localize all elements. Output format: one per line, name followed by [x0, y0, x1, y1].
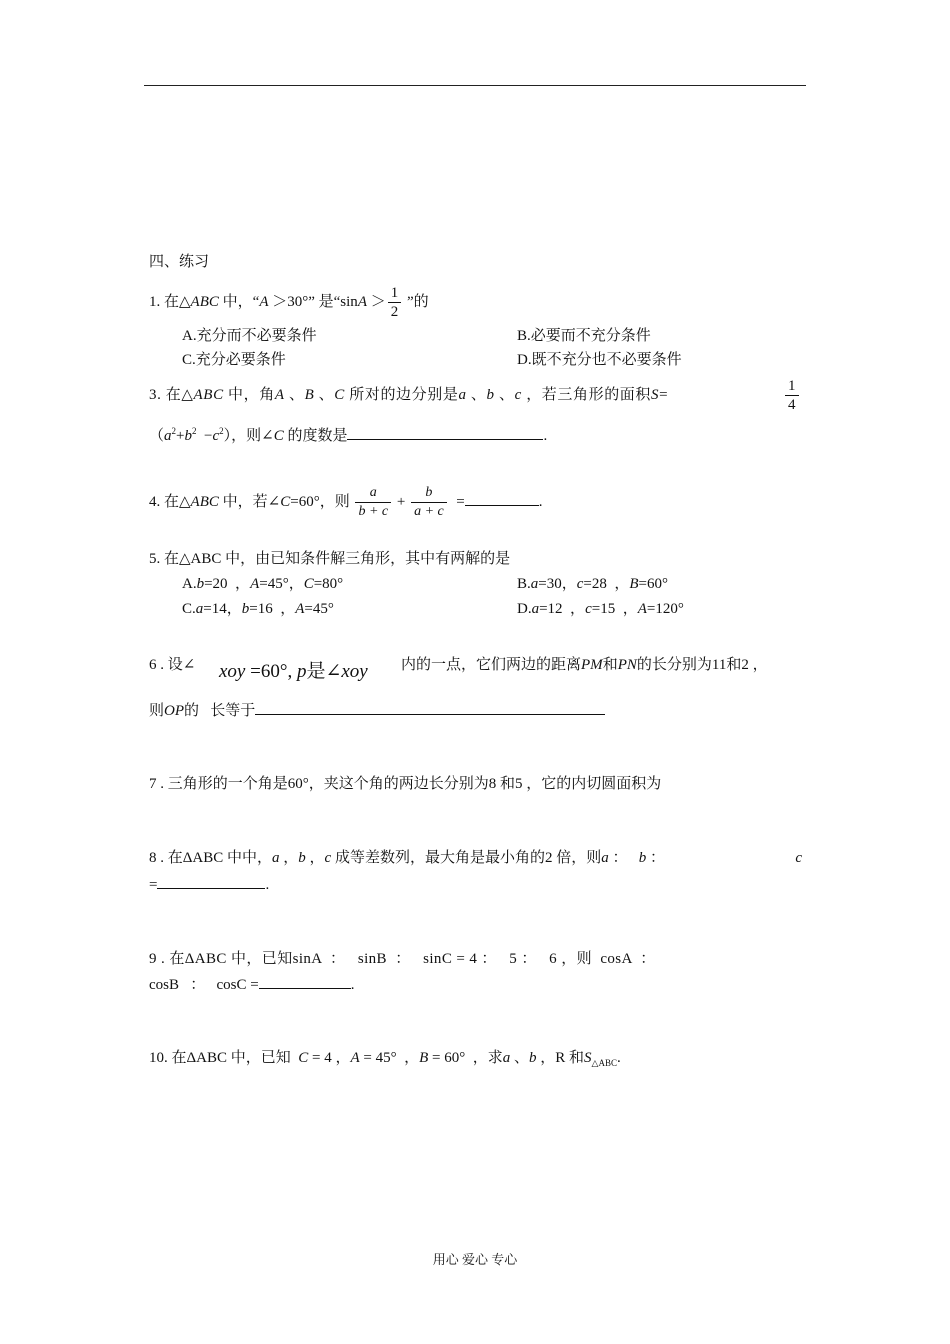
question-8-line-1: 8 . 在ΔABC 中中，a ，b ，c 成等差数列，最大角是最小角的2 倍，则a ： b ： c	[149, 850, 802, 866]
q1-fraction: $\frac{1}{2}$	[388, 284, 402, 321]
question-1: 1. 在△ABC 中，“A ＞30°” 是“sinA ＞ $\frac{1}{2}$ ”的	[149, 285, 429, 320]
question-10: 10. 在ΔABC 中，已知 C = 4 ，A = 45° ，B = 60° ，求a 、b ，R 和$S_{\triangle ABC}$.	[149, 1050, 621, 1068]
q1-option-b: B.必要而不充分条件	[517, 328, 651, 344]
q5-option-a: A.b=20 ，A=45°，C=80°	[182, 576, 344, 592]
question-4: 4. 在△ABC 中，若∠C=60°，则 $\frac{a}{b + c}$ + $\frac{b}{a + c}$ = .	[149, 485, 543, 519]
footer-slogan: 用心 爱心 专心	[432, 1252, 518, 1267]
q1-option-d: D.既不充分也不必要条件	[517, 352, 682, 368]
q5-option-c: C.a=14，b=16 ，A=45°	[182, 601, 334, 617]
question-9-line-2: cosB ： cosC = .	[149, 974, 354, 995]
q6-line-1-rest: 内的一点，它们两边的距离PM和PN的长分别为11和2 ，	[401, 657, 768, 673]
q6-angle-expression: xoy =60°, p是∠xoy	[219, 661, 368, 682]
q3-fraction: $\frac{1}{4}$	[783, 377, 801, 414]
question-6-line-1: 6 . 设∠	[149, 657, 196, 673]
header-rule	[144, 85, 806, 86]
q4-fraction-2: $\frac{b}{a + c}$	[411, 484, 447, 521]
q4-fraction-1: $\frac{a}{b + c}$	[355, 484, 391, 521]
section-title: 四、练习	[149, 254, 210, 270]
question-7: 7 . 三角形的一个角是60°，夹这个角的两边长分别为8 和5 ，它的内切圆面积为	[149, 776, 662, 792]
q5-option-b: B.a=30，c=28 ，B=60°	[517, 576, 669, 592]
question-3-line-2: $(a^2+b^2 -c^2)$，则∠C 的度数是 .	[149, 426, 548, 444]
question-3-line-1: 3. 在△ABC 中，角A 、B 、C 所对的边分别是a 、b 、c ，若三角形的面积S=	[149, 387, 669, 403]
question-9-line-1: 9 . 在ΔABC 中，已知sinA ： sinB ： sinC = 4 ： 5 ： 6 ，则 cosA ：	[149, 951, 656, 967]
question-5: 5. 在△ABC 中，由已知条件解三角形，其中有两解的是	[149, 551, 511, 567]
q1-option-a: A.充分而不必要条件	[182, 328, 317, 344]
q5-option-d: D.a=12 ，c=15 ，A=120°	[517, 601, 684, 617]
question-8-line-2: = .	[149, 874, 269, 895]
question-6-line-2: 则OP的 长等于	[149, 700, 605, 721]
q1-option-c: C.充分必要条件	[182, 352, 286, 368]
